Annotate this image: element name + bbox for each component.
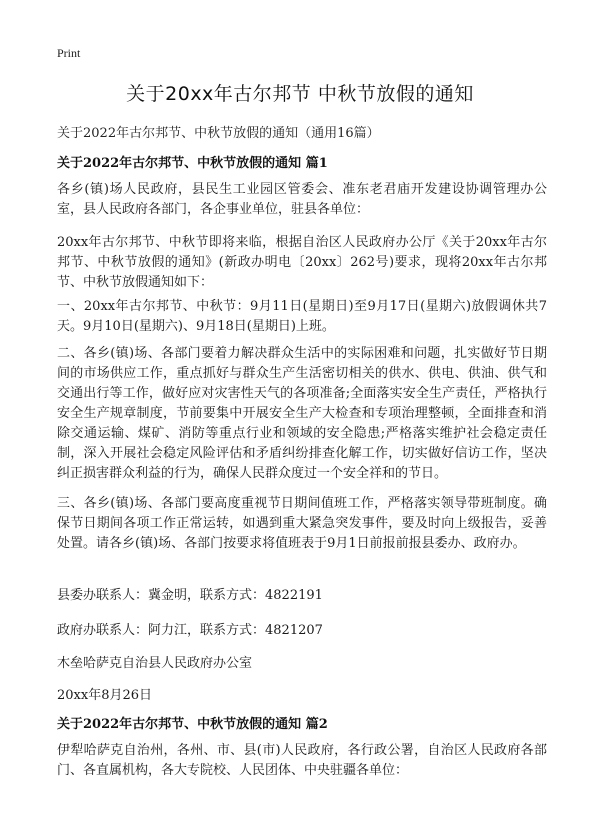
page-title: 关于20xx年古尔邦节 中秋节放假的通知 xyxy=(126,83,474,105)
paragraph-item-2: 二、各乡(镇)场、各部门要着力解决群众生活中的实际困难和问题，扎实做好节日期间的市场供应工作，重点抓好与群众生产生活密切相关的供水、供电、供油、供气和交通出行等工作，做好应对灾害性天气的各项准备;全面落实安全生产责任，严格执行安全生产规章制度，节前要集中开展安全生产大检查和专项治理整顿，全面排查和消除交通运输、煤矿、消防等重点行业和领域的安全隐患;严格落实维护社会稳定责任制，深入开展社会稳定风险评估和矛盾纠纷排查化解工作，切实做好信访工作，坚决纠正损害群众利益的行为，确保人民群众度过一个安全祥和的节日。 xyxy=(57,346,547,481)
print-button[interactable]: Print xyxy=(57,46,81,60)
contact-government-office: 政府办联系人：阿力江，联系方式：4821207 xyxy=(57,623,323,638)
document-subtitle: 关于2022年古尔邦节、中秋节放假的通知（通用16篇） xyxy=(57,126,380,141)
paragraph-addressees-2: 伊犁哈萨克自治州，各州、市、县(市)人民政府，各行政公署，自治区人民政府各部门、各直属机构，各大专院校、人民团体、中央驻疆各单位： xyxy=(57,743,547,778)
paragraph-item-1: 一、20xx年古尔邦节、中秋节：9月11日(星期日)至9月17日(星期六)放假调休共7天。9月10日(星期六)、9月18日(星期日)上班。 xyxy=(57,299,547,334)
paragraph-intro: 20xx年古尔邦节、中秋节即将来临，根据自治区人民政府办公厅《关于20xx年古尔邦节、中秋节放假的通知》(新政办明电〔20xx〕262号)要求，现将20xx年古尔邦节、中秋节放假通知如下： xyxy=(57,235,547,290)
section-heading-2: 关于2022年古尔邦节、中秋节放假的通知 篇2 xyxy=(57,717,328,732)
issue-date: 20xx年8月26日 xyxy=(57,688,153,703)
paragraph-addressees: 各乡(镇)场人民政府，县民生工业园区管委会、准东老君庙开发建设协调管理办公室，县人民政府各部门，各企事业单位，驻县各单位： xyxy=(57,182,547,217)
paragraph-item-3: 三、各乡(镇)场、各部门要高度重视节日期间值班工作，严格落实领导带班制度。确保节日期间各项工作正常运转，如遇到重大紧急突发事件，要及时向上级报告，妥善处置。请各乡(镇)场、各部门按要求将值班表于9月1日前报前报县委办、政府办。 xyxy=(57,496,547,551)
section-heading-1: 关于2022年古尔邦节、中秋节放假的通知 篇1 xyxy=(57,156,328,171)
issuer-name: 木垒哈萨克自治县人民政府办公室 xyxy=(57,656,253,671)
contact-county-office: 县委办联系人：冀金明，联系方式：4822191 xyxy=(57,588,323,603)
